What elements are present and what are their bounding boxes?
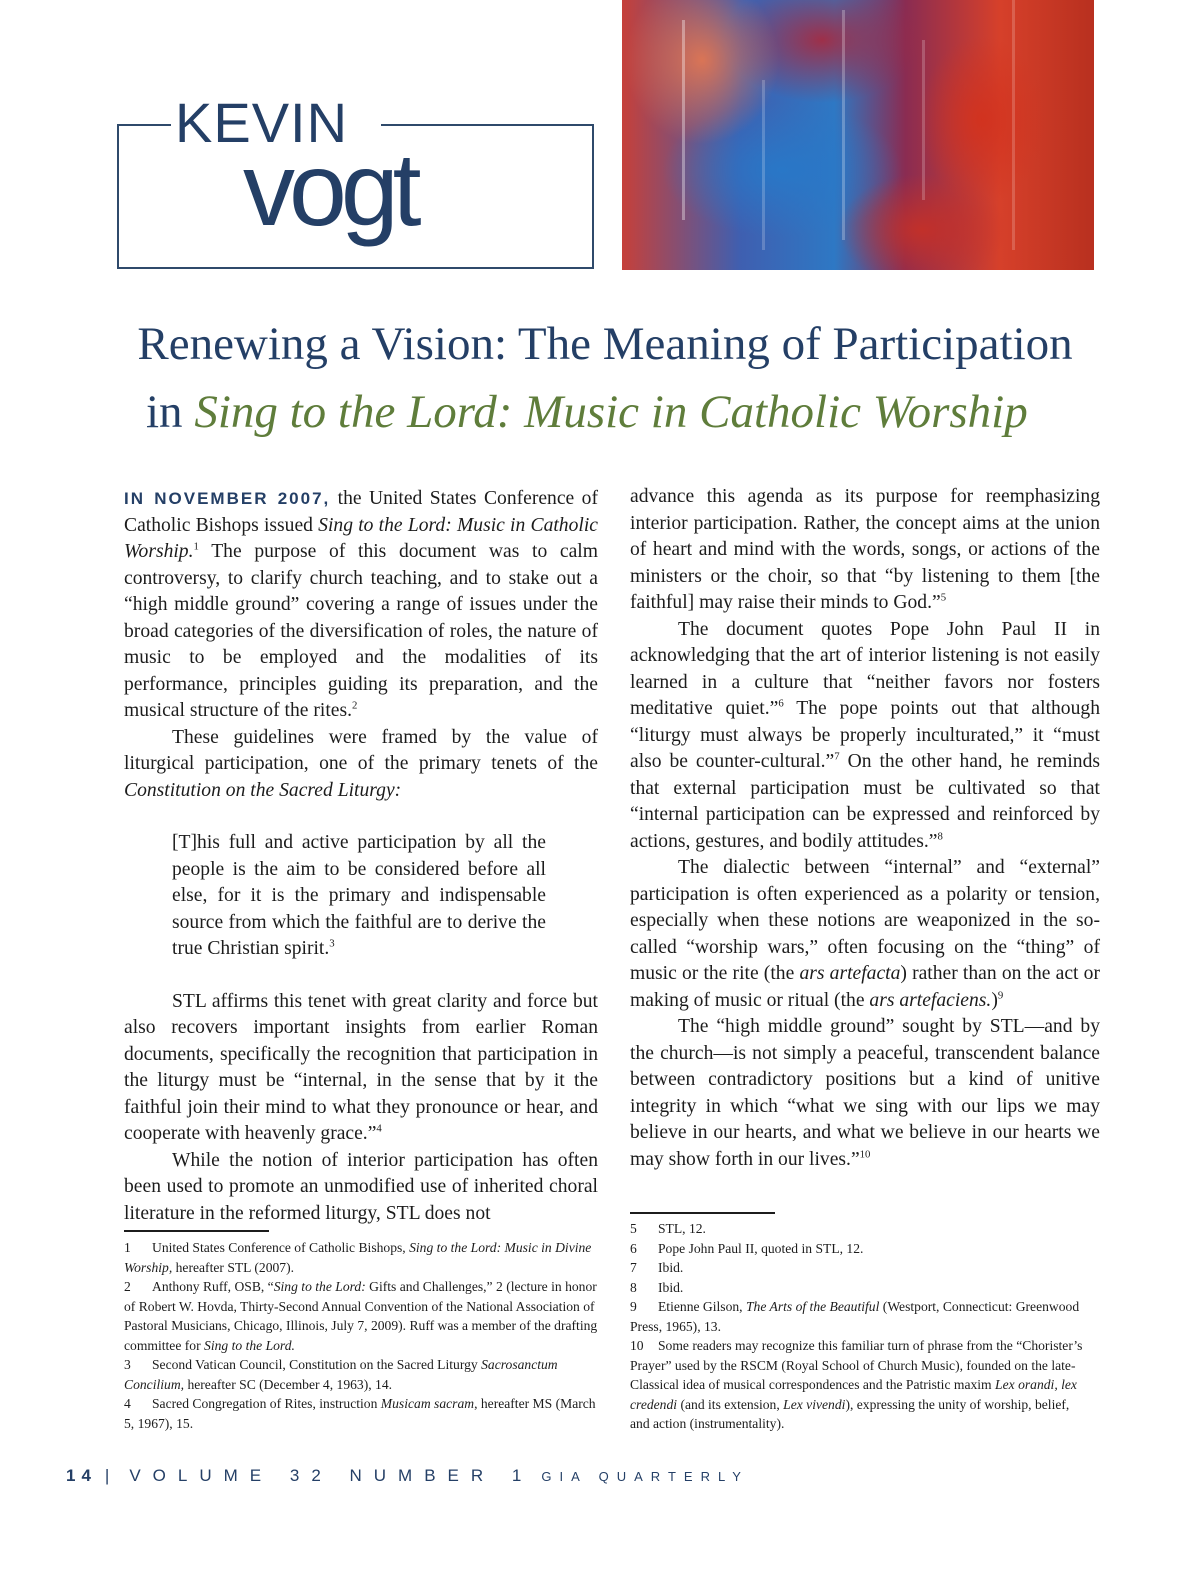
text: Lex orandi, lex credendi (630, 1377, 1077, 1412)
text: Sacrosanctum Concilium, (124, 1357, 558, 1392)
page-number: 14 (66, 1466, 97, 1485)
page-footer (66, 1466, 749, 1487)
footnote (124, 1238, 599, 1277)
text: United States Conference of Catholic Bishops, (152, 1240, 410, 1255)
text: Ibid. (658, 1260, 684, 1275)
text: The “high middle ground” sought by STL—and by the church—is not simply a peaceful, transcendent balance between contradictory positions but a kind of unitive integrity in which “what we sing with our lips we may believe in our hearts, and what we believe in our hearts we may show forth in our lives.” (630, 1016, 1100, 1170)
text: , hereafter MS (March 5, 1967), 15. (124, 1396, 596, 1431)
footnote-number: 3 (124, 1357, 131, 1372)
text: Etienne Gilson, (658, 1299, 746, 1314)
footnote-number: 8 (630, 1279, 637, 1295)
text: Ibid. (658, 1279, 684, 1295)
text: The pope points out that although “liturgy must always be properly inculturated,” it “must also be counter-cultural.” (630, 698, 1100, 772)
text: ), expressing the unity of worship, belief, and action (instrumentality). (630, 1396, 1070, 1431)
text: Sacred Congregation of Rites, instruction (152, 1396, 381, 1411)
title-prefix: in (146, 386, 195, 438)
body-column-left (124, 486, 598, 1227)
footnote-number: 7 (630, 1260, 637, 1275)
title-italic: Sing to the Lord: Music in Catholic Worship (194, 386, 1028, 438)
footnote (630, 1219, 1090, 1239)
volume-number: VOLUME 32 NUMBER 1 (129, 1466, 534, 1485)
footnote-number: 10 (630, 1338, 644, 1353)
lead-in: IN NOVEMBER 2007, (124, 489, 331, 508)
body-column-right (630, 484, 1100, 1173)
text: Lex vivendi (783, 1396, 846, 1412)
footnotes-right (630, 1219, 1090, 1434)
footnote (630, 1239, 1090, 1259)
text: The document quotes Pope John Paul II in acknowledging that the art of interior listening is not easily learned in a culture that “neither favors nor fosters meditative quiet.” (630, 618, 1100, 719)
latin-term: ars artefaciens. (869, 989, 992, 1011)
footnote-ref[interactable]: 5 (940, 591, 947, 604)
footnote-number: 6 (630, 1240, 637, 1256)
document-title: Sing to the Lord: Music in Catholic Worship. (124, 514, 598, 562)
abstract-painting-image (622, 0, 1094, 270)
text: Some readers may recognize this familiar turn of phrase from the “Chorister’s Prayer” used by the RSCM (Royal School of Church Music), founded on the late-Classical idea of musical correspondences and the Patristic maxim (630, 1338, 1083, 1392)
quote-text: [T]his full and active participation by all the people is the aim to be considered before all else, for it is the primary and indispensable source from which the faithful are to derive the true Christian spirit. (172, 832, 546, 959)
footnote-number: 9 (630, 1299, 637, 1314)
author-first-name: KEVIN (175, 91, 349, 154)
footnote (630, 1258, 1090, 1278)
footnote-rule-right (630, 1212, 775, 1214)
footnote-ref[interactable]: 10 (859, 1147, 871, 1160)
footnote-ref[interactable]: 2 (351, 699, 358, 712)
footnotes-left (124, 1238, 599, 1433)
text: (Westport, Connecticut: Greenwood Press, 1965), 13. (630, 1299, 1080, 1334)
latin-term: ars artefacta (799, 963, 901, 984)
text: Pope John Paul II, quoted in STL, 12. (658, 1240, 864, 1256)
footnote (630, 1297, 1090, 1336)
text: Sing to the Lord. (204, 1337, 295, 1353)
text: advance this agenda as its purpose for reemphasizing interior participation. Rather, the concept aims at the union of heart and mind with the words, songs, or actions of the ministers or the choir, so that “by listening to them [the faithful] may raise their minds to God.” (630, 486, 1100, 613)
footnote-ref[interactable]: 3 (329, 937, 335, 950)
text: On the other hand, he reminds that external participation must be cultivated so that “internal participation can be expressed and reinforced by actions, gestures, and bodily attitudes.” (630, 751, 1100, 852)
text: hereafter STL (2007). (172, 1259, 295, 1275)
footnote-ref[interactable]: 7 (834, 750, 840, 763)
text: STL affirms this tenet with great clarity and force but also recovers important insights from earlier Roman documents, specifically the recognition that participation in the liturgy must be “internal, in the sense that by it the faithful join their mind to what they pronounce or hear, and cooperate with heavenly grace.” (124, 990, 598, 1144)
text: Sing to the Lord: (273, 1279, 366, 1294)
paragraph (124, 486, 598, 725)
footnote-number: 2 (124, 1279, 131, 1294)
text: The Arts of the Beautiful (745, 1299, 880, 1314)
text: Sing to the Lord: Music in Divine Worship, (124, 1240, 592, 1275)
text: ) (991, 989, 998, 1011)
article-title-line1: Renewing a Vision: The Meaning of Participation (137, 318, 1073, 370)
text: (and its extension, (677, 1396, 784, 1412)
text: the United States Conference of Catholic Bishops issued (124, 488, 598, 536)
paragraph (630, 1014, 1100, 1173)
text: The purpose of this document was to calm controversy, to clarify church teaching, and to stake out a “high middle ground” covering a range of issues under the broad categories of the diversification of roles, the nature of music to be employed and the modalities of its performance, principles guiding its preparation, and the musical structure of the rites. (124, 541, 598, 721)
text: hereafter SC (December 4, 1963), 14. (184, 1376, 393, 1392)
block-quote (172, 830, 546, 963)
footnote (630, 1336, 1090, 1434)
footnote-ref[interactable]: 6 (778, 697, 784, 710)
text: Second Vatican Council, Constitution on the Sacred Liturgy (152, 1357, 482, 1372)
footnote-ref[interactable]: 1 (193, 540, 199, 553)
footnote (124, 1394, 599, 1433)
footnote-number: 4 (124, 1396, 131, 1411)
article-title-line2 (146, 384, 1028, 440)
footnote-ref[interactable]: 4 (376, 1122, 382, 1135)
paragraph (124, 725, 598, 805)
author-last-name: vogt (243, 132, 416, 248)
paragraph (630, 855, 1100, 1014)
text: ) rather than on the act or making of music or ritual (the (630, 963, 1100, 1011)
footnote-ref[interactable]: 8 (937, 829, 943, 842)
text: These guidelines were framed by the value of liturgical participation, one of the primary tenets of the (124, 726, 598, 774)
footnote (124, 1355, 599, 1394)
text: STL, 12. (658, 1221, 706, 1236)
footnote (124, 1277, 599, 1355)
paragraph (630, 484, 1100, 617)
paragraph: While the notion of interior participation has often been used to promote an unmodified use of inherited choral literature in the reformed liturgy, STL does not (124, 1149, 598, 1224)
footnote (630, 1278, 1090, 1298)
footnote-ref[interactable]: 9 (997, 988, 1004, 1001)
text: Gifts and Challenges,” 2 (lecture in honor of Robert W. Hovda, Thirty-Second Annual Convention of the National Association of Pastoral Musicians, Chicago, Illinois, July 7, 2009). Ruff was a member of the drafting committee for (124, 1279, 598, 1353)
footnote-rule-left (124, 1230, 269, 1232)
document-title: Constitution on the Sacred Liturgy: (124, 779, 402, 801)
text: Anthony Ruff, OSB, “ (152, 1279, 274, 1294)
text: Musicam sacram (380, 1396, 475, 1411)
footnote-number: 5 (630, 1221, 637, 1236)
paragraph (124, 989, 598, 1148)
text: The dialectic between “internal” and “external” participation is often experienced as a polarity or tension, especially when these notions are weaponized in the so-called “worship wars,” often focusing on the “thing” of music or the rite (the (630, 857, 1100, 984)
paragraph (630, 617, 1100, 856)
footnote-number: 1 (124, 1240, 131, 1255)
footer-separator: | (104, 1466, 110, 1485)
publication-name: GIA QUARTERLY (541, 1469, 749, 1484)
